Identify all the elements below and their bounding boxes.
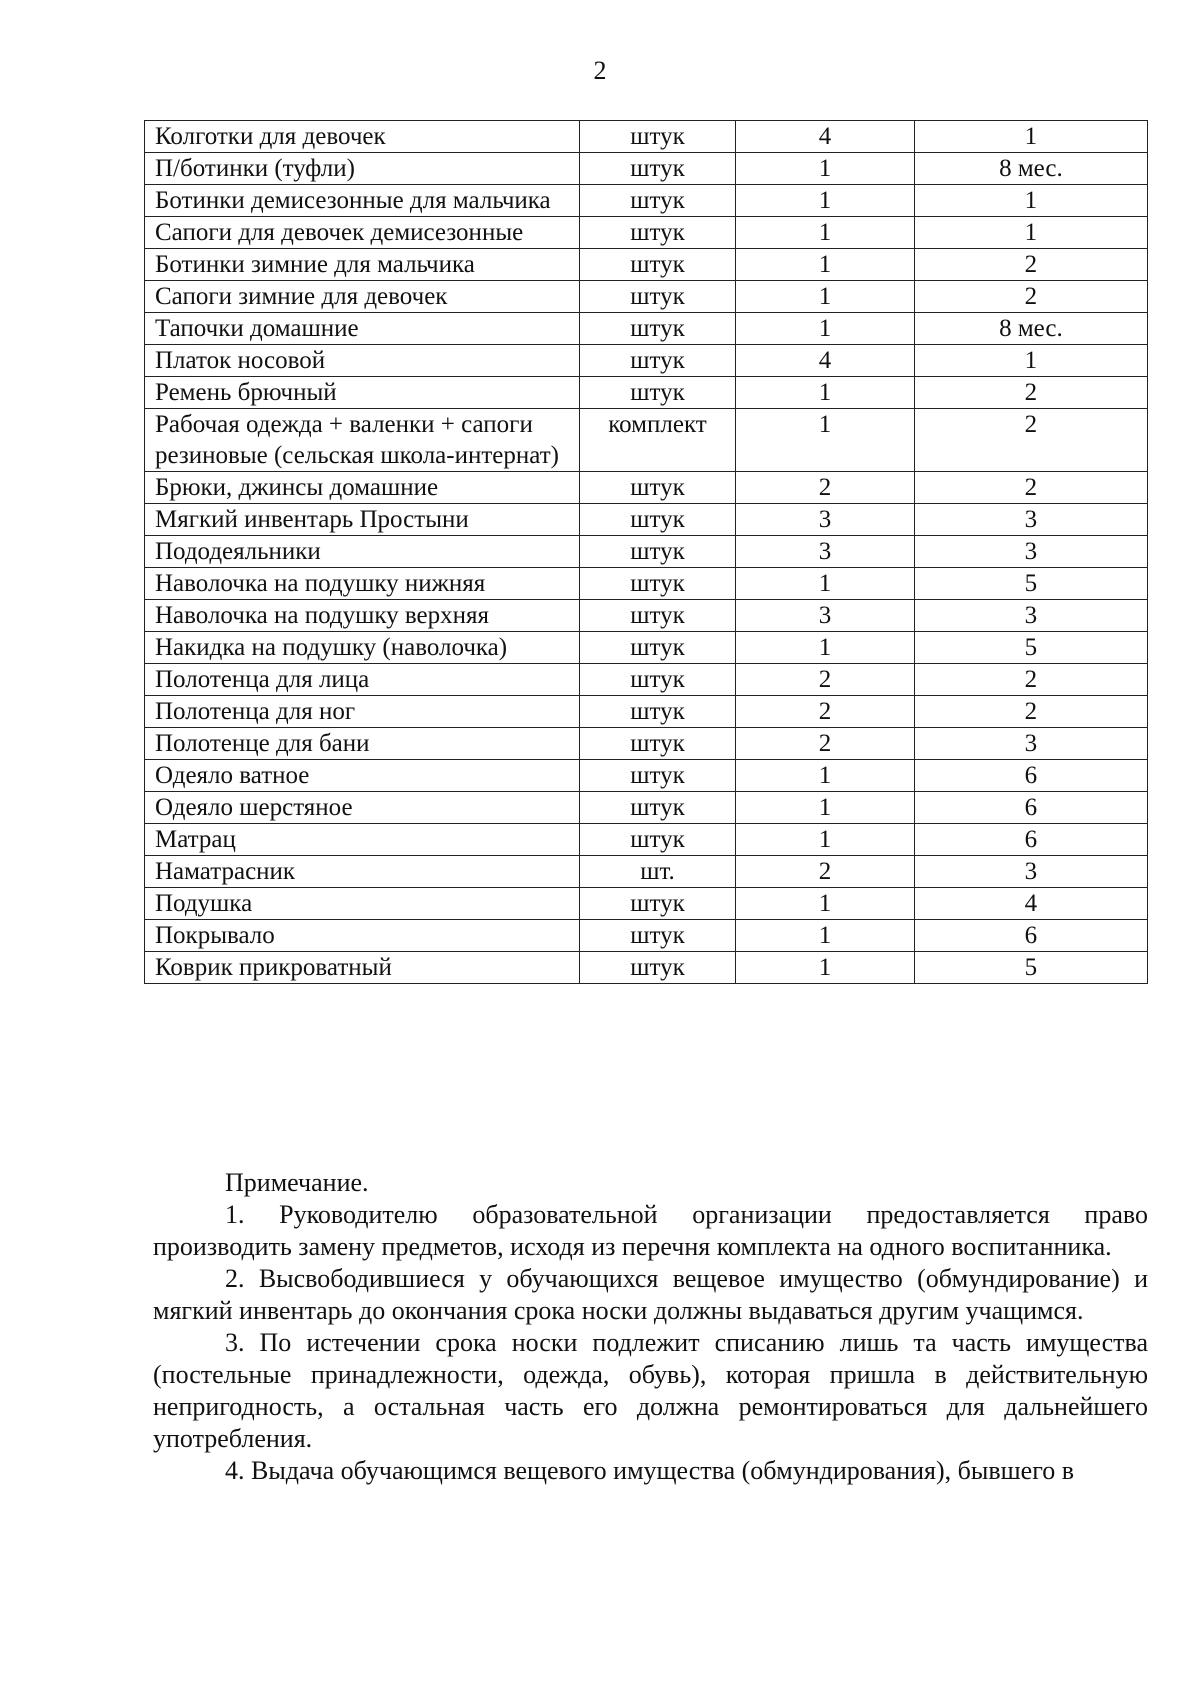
item-unit: шт. xyxy=(579,856,736,888)
item-term: 6 xyxy=(914,920,1147,952)
item-quantity: 1 xyxy=(736,920,914,952)
item-name: Пододеяльники xyxy=(145,536,580,568)
table-row xyxy=(145,472,1148,504)
items-table-body xyxy=(145,121,1148,984)
item-term: 2 xyxy=(914,664,1147,696)
item-term: 5 xyxy=(914,632,1147,664)
table-row xyxy=(145,696,1148,728)
item-name: Наматрасник xyxy=(145,856,580,888)
item-unit: штук xyxy=(579,345,736,377)
table-row xyxy=(145,185,1148,217)
table-row xyxy=(145,792,1148,824)
item-quantity: 3 xyxy=(736,600,914,632)
note-item-2: 2. Высвободившиеся у обучающихся вещевое имущество (обмундирование) и мягкий инвентарь до окончания срока носки должны выдаваться другим учащимся. xyxy=(153,1264,1148,1325)
item-name: Наволочка на подушку верхняя xyxy=(145,600,580,632)
item-term: 2 xyxy=(914,696,1147,728)
item-name: Сапоги для девочек демисезонные xyxy=(145,217,580,249)
item-term: 3 xyxy=(914,856,1147,888)
item-unit: штук xyxy=(579,824,736,856)
item-name: Полотенца для ног xyxy=(145,696,580,728)
item-name: Рабочая одежда + валенки + сапоги резиновые (сельская школа-интернат) xyxy=(145,409,580,472)
item-unit: штук xyxy=(579,728,736,760)
item-term: 2 xyxy=(914,409,1147,472)
item-term: 6 xyxy=(914,760,1147,792)
item-term: 3 xyxy=(914,600,1147,632)
item-quantity: 3 xyxy=(736,536,914,568)
item-name: Ботинки зимние для мальчика xyxy=(145,249,580,281)
item-unit: штук xyxy=(579,472,736,504)
item-name: П/ботинки (туфли) xyxy=(145,153,580,185)
item-term: 5 xyxy=(914,568,1147,600)
item-term: 6 xyxy=(914,824,1147,856)
item-name: Колготки для девочек xyxy=(145,121,580,153)
item-name: Одеяло ватное xyxy=(145,760,580,792)
item-unit: штук xyxy=(579,153,736,185)
item-name: Полотенце для бани xyxy=(145,728,580,760)
item-term: 3 xyxy=(914,728,1147,760)
item-quantity: 1 xyxy=(736,824,914,856)
table-row xyxy=(145,153,1148,185)
item-name: Полотенца для лица xyxy=(145,664,580,696)
table-row xyxy=(145,856,1148,888)
table-row xyxy=(145,345,1148,377)
items-table xyxy=(144,120,1148,984)
page-number: 2 xyxy=(593,56,607,85)
item-quantity: 2 xyxy=(736,856,914,888)
table-row xyxy=(145,313,1148,345)
note-item-1: 1. Руководителю образовательной организации предоставляется право производить замену предметов, исходя из перечня комплекта на одного воспитанника. xyxy=(153,1200,1148,1261)
item-unit: штук xyxy=(579,920,736,952)
item-term: 3 xyxy=(914,504,1147,536)
item-quantity: 1 xyxy=(736,313,914,345)
item-unit: штук xyxy=(579,185,736,217)
table-row xyxy=(145,632,1148,664)
item-unit: штук xyxy=(579,568,736,600)
item-name: Накидка на подушку (наволочка) xyxy=(145,632,580,664)
item-name: Одеяло шерстяное xyxy=(145,792,580,824)
item-quantity: 4 xyxy=(736,345,914,377)
table-row xyxy=(145,664,1148,696)
table-row xyxy=(145,824,1148,856)
table-row xyxy=(145,249,1148,281)
note-item-3: 3. По истечении срока носки подлежит списанию лишь та часть имущества (постельные принадлежности, одежда, обувь), которая пришла в действительную непригодность, а остальная часть его должна ремонтироваться для дальнейшего употребления. xyxy=(153,1328,1148,1453)
item-unit: штук xyxy=(579,121,736,153)
item-unit: штук xyxy=(579,664,736,696)
item-quantity: 2 xyxy=(736,728,914,760)
item-quantity: 1 xyxy=(736,153,914,185)
item-name: Мягкий инвентарь Простыни xyxy=(145,504,580,536)
item-quantity: 1 xyxy=(736,249,914,281)
item-term: 2 xyxy=(914,249,1147,281)
item-name: Брюки, джинсы домашние xyxy=(145,472,580,504)
item-name: Ботинки демисезонные для мальчика xyxy=(145,185,580,217)
item-term: 3 xyxy=(914,536,1147,568)
item-unit: штук xyxy=(579,696,736,728)
item-term: 1 xyxy=(914,217,1147,249)
item-term: 2 xyxy=(914,472,1147,504)
item-quantity: 1 xyxy=(736,217,914,249)
item-term: 6 xyxy=(914,792,1147,824)
item-unit: штук xyxy=(579,792,736,824)
item-unit: штук xyxy=(579,888,736,920)
item-unit: штук xyxy=(579,249,736,281)
table-row xyxy=(145,217,1148,249)
item-term: 2 xyxy=(914,377,1147,409)
item-quantity: 1 xyxy=(736,377,914,409)
item-name: Подушка xyxy=(145,888,580,920)
item-unit: штук xyxy=(579,600,736,632)
item-unit: комплект xyxy=(579,409,736,472)
item-unit: штук xyxy=(579,632,736,664)
item-name: Платок носовой xyxy=(145,345,580,377)
table-row xyxy=(145,888,1148,920)
item-name: Ремень брючный xyxy=(145,377,580,409)
item-unit: штук xyxy=(579,760,736,792)
item-quantity: 2 xyxy=(736,664,914,696)
item-quantity: 1 xyxy=(736,760,914,792)
table-row xyxy=(145,760,1148,792)
item-term: 1 xyxy=(914,185,1147,217)
item-quantity: 2 xyxy=(736,472,914,504)
item-term: 8 мес. xyxy=(914,313,1147,345)
table-row xyxy=(145,504,1148,536)
item-name: Сапоги зимние для девочек xyxy=(145,281,580,313)
item-term: 1 xyxy=(914,121,1147,153)
table-row xyxy=(145,409,1148,472)
item-term: 8 мес. xyxy=(914,153,1147,185)
item-term: 1 xyxy=(914,345,1147,377)
notes-section xyxy=(153,1167,1148,1487)
item-quantity: 1 xyxy=(736,888,914,920)
item-quantity: 1 xyxy=(736,952,914,984)
item-quantity: 1 xyxy=(736,409,914,472)
item-unit: штук xyxy=(579,313,736,345)
item-unit: штук xyxy=(579,536,736,568)
table-row xyxy=(145,377,1148,409)
table-row xyxy=(145,600,1148,632)
item-quantity: 1 xyxy=(736,185,914,217)
item-quantity: 1 xyxy=(736,568,914,600)
item-unit: штук xyxy=(579,281,736,313)
item-term: 5 xyxy=(914,952,1147,984)
item-name: Коврик прикроватный xyxy=(145,952,580,984)
table-row xyxy=(145,536,1148,568)
item-quantity: 1 xyxy=(736,632,914,664)
item-quantity: 4 xyxy=(736,121,914,153)
item-name: Покрывало xyxy=(145,920,580,952)
table-row xyxy=(145,121,1148,153)
item-unit: штук xyxy=(579,952,736,984)
item-quantity: 1 xyxy=(736,792,914,824)
table-row xyxy=(145,281,1148,313)
notes-title: Примечание. xyxy=(225,1168,369,1197)
item-name: Наволочка на подушку нижняя xyxy=(145,568,580,600)
note-item-4: 4. Выдача обучающимся вещевого имущества (обмундирования), бывшего в xyxy=(225,1456,1074,1485)
item-quantity: 3 xyxy=(736,504,914,536)
item-quantity: 1 xyxy=(736,281,914,313)
item-term: 4 xyxy=(914,888,1147,920)
item-quantity: 2 xyxy=(736,696,914,728)
item-unit: штук xyxy=(579,504,736,536)
table-row xyxy=(145,568,1148,600)
table-row xyxy=(145,952,1148,984)
item-unit: штук xyxy=(579,217,736,249)
item-unit: штук xyxy=(579,377,736,409)
table-row xyxy=(145,920,1148,952)
item-name: Матрац xyxy=(145,824,580,856)
table-row xyxy=(145,728,1148,760)
item-name: Тапочки домашние xyxy=(145,313,580,345)
item-term: 2 xyxy=(914,281,1147,313)
